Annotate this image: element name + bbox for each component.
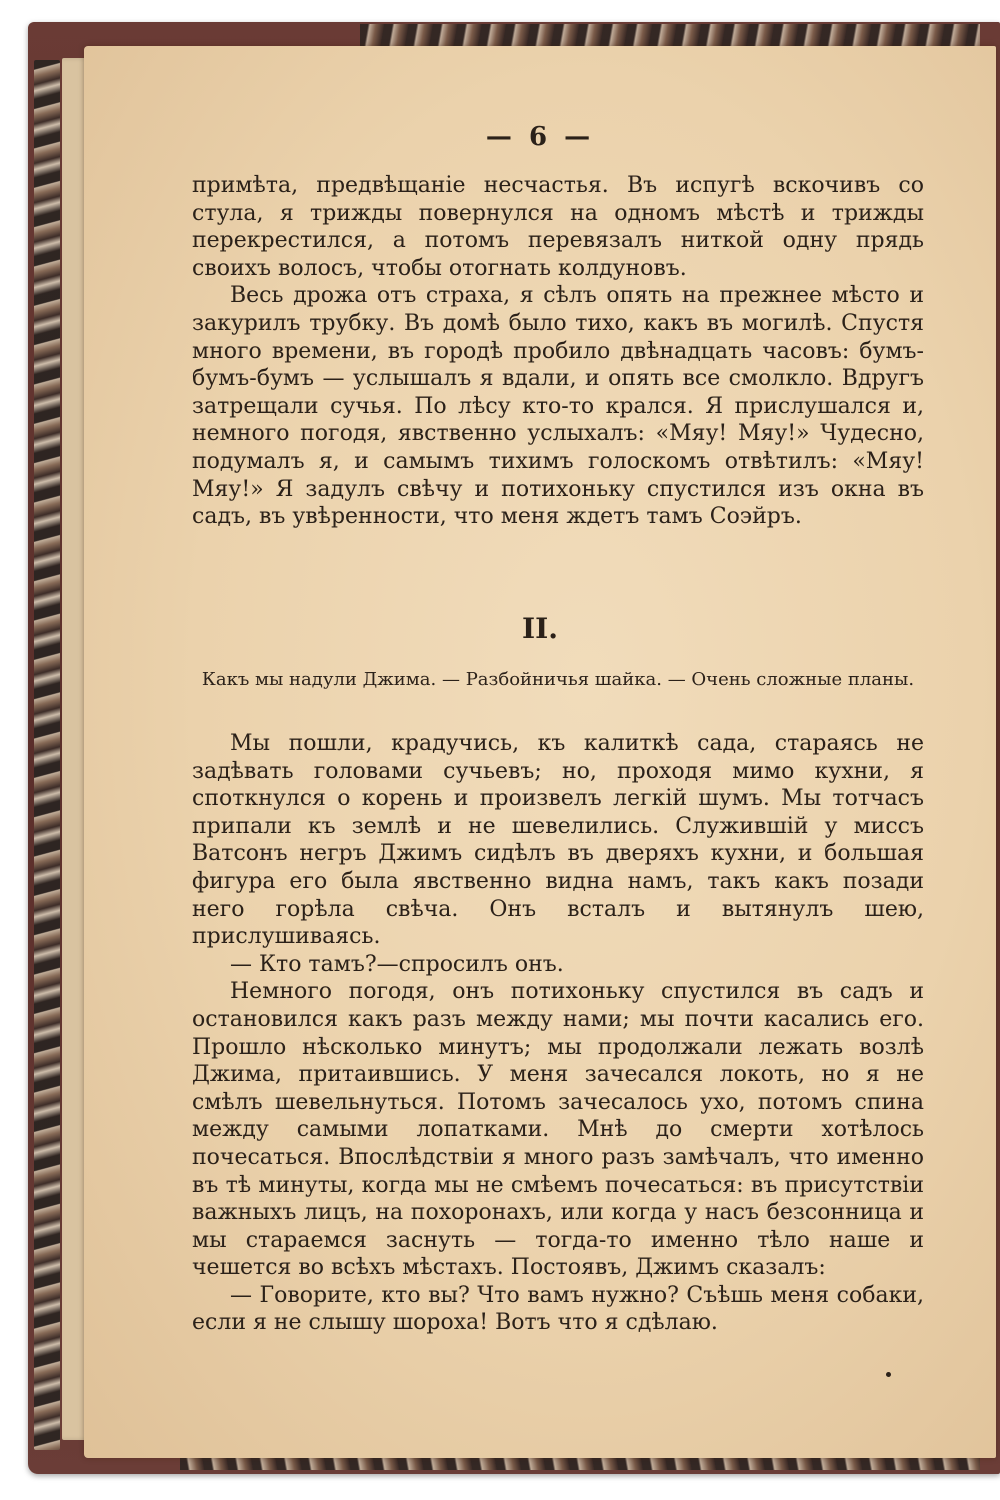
page-number: — 6 — <box>485 122 595 152</box>
paragraph: — Говорите, кто вы? Что вамъ нужно? Съѣшь меня собаки, если я не слышу шороха! Вотъ что я сдѣлаю. <box>192 1282 924 1336</box>
chapter-number: II. <box>522 612 558 645</box>
chapter-subtitle: Какъ мы надули Джима. — Разбойничья шайка. — Очень сложные планы. <box>201 669 915 690</box>
ink-dot <box>886 1372 891 1377</box>
paragraph: примѣта, предвѣщаніе несчастья. Въ испугѣ вскочивъ со стула, я трижды повернулся на одномъ мѣстѣ и трижды перекрестился, а потомъ перевязалъ ниткой одну прядь своихъ волосъ, чтобы отогнать колдуновъ. <box>192 173 924 281</box>
marbled-edge-left <box>34 60 60 1450</box>
top-text-block <box>192 172 924 531</box>
bottom-text-block <box>192 730 924 1337</box>
paragraph: Немного погодя, онъ потихоньку спустился въ садъ и остановился какъ разъ между нами; мы почти касались его. Прошло нѣсколько минутъ; мы продолжали лежать возлѣ Джима, притаившись. У меня зачесался локоть, но я не смѣлъ шевельнуться. Потомъ зачесалось ухо, потомъ спина между самыми лопатками. Мнѣ до смерти хотѣлось почесаться. Впослѣдствіи я много разъ замѣчалъ, что именно въ тѣ минуты, когда мы не смѣемъ почесаться: въ присутствіи важныхъ лицъ, на похоронахъ, или когда у насъ безсонница и мы стараемся заснуть — тогда-то именно тѣло наше и чешется во всѣхъ мѣстахъ. Постоявъ, Джимъ сказалъ: <box>192 979 924 1281</box>
paragraph: Мы пошли, крадучись, къ калиткѣ сада, стараясь не задѣвать головами сучьевъ; но, проходя мимо кухни, я споткнулся о корень и произвелъ легкій шумъ. Мы тотчасъ припали къ землѣ и не шевелились. Служившій у миссъ Ватсонъ негръ Джимъ сидѣлъ въ дверяхъ кухни, и большая фигура его была явственно видна намъ, такъ какъ позади него горѣла свѣча. Онъ всталъ и вытянулъ шею, прислушиваясь. <box>192 731 924 950</box>
book-page <box>84 46 996 1458</box>
paragraph: — Кто тамъ?—спросилъ онъ. <box>230 951 564 977</box>
paragraph: Весь дрожа отъ страха, я сѣлъ опять на прежнее мѣсто и закурилъ трубку. Въ домѣ было тихо, какъ въ могилѣ. Спустя много времени, въ городѣ пробило двѣнадцать часовъ: бумъ-бумъ-бумъ — услышалъ я вдали, и опять все смолкло. Вдругъ затрещали сучья. По лѣсу кто-то крался. Я прислушался и, немного погодя, явственно услыхалъ: «Мяу! Мяу!» Чудесно, подумалъ я, и самымъ тихимъ голоскомъ отвѣтилъ: «Мяу! Мяу!» Я задулъ свѣчу и потихоньку спустился изъ окна въ садъ, въ увѣренности, что меня ждетъ тамъ Соэйръ. <box>192 283 924 530</box>
